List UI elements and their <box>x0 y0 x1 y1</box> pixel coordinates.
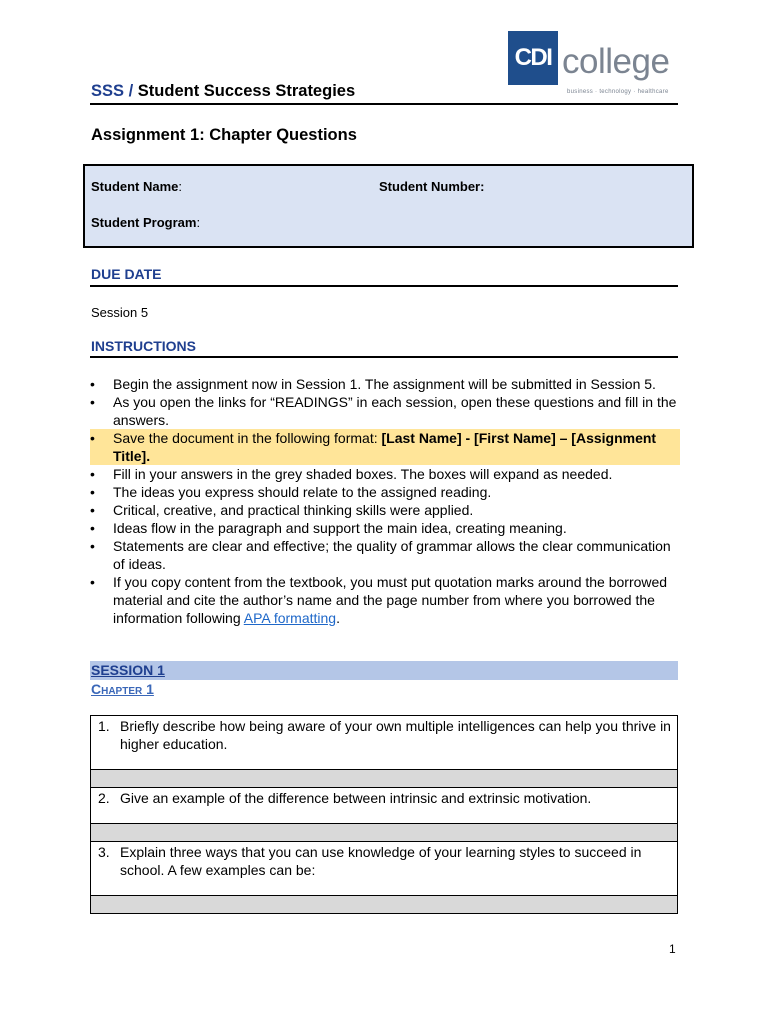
list-item <box>90 537 680 573</box>
list-item <box>90 375 680 393</box>
bullet-icon: • <box>90 430 95 446</box>
instructions-list <box>90 375 680 627</box>
student-program-label: Student Program <box>91 215 197 230</box>
list-item <box>90 519 680 537</box>
logo-mark: CDI <box>508 31 558 85</box>
chapter-heading: Chapter 1 <box>91 681 154 697</box>
list-item-highlighted <box>90 429 680 465</box>
bullet-icon: • <box>90 520 95 536</box>
question-text: Briefly describe how being aware of your own multiple intelligences can help you thrive in higher education. <box>120 718 671 752</box>
student-info-box <box>83 164 694 248</box>
bullet-icon: • <box>90 394 95 410</box>
instructions-divider <box>90 356 678 358</box>
question-number: 3. <box>98 844 110 860</box>
student-number-field[interactable] <box>379 179 484 194</box>
bullet-icon: • <box>90 376 95 392</box>
question-cell <box>91 842 678 896</box>
session-heading: SESSION 1 <box>91 662 165 678</box>
student-number-label: Student Number: <box>379 179 485 194</box>
bullet-icon: • <box>90 574 95 590</box>
list-item <box>90 393 680 429</box>
list-item <box>90 465 680 483</box>
student-program-colon: : <box>196 215 201 230</box>
instruction-text: Fill in your answers in the grey shaded boxes. The boxes will expand as needed. <box>113 466 613 482</box>
question-text: Give an example of the difference between intrinsic and extrinsic motivation. <box>120 790 592 806</box>
due-date-heading: DUE DATE <box>91 266 162 282</box>
format-suffix: . <box>146 448 151 464</box>
format-prefix: Save the document in the following format: <box>113 430 382 446</box>
due-date-divider <box>90 285 678 287</box>
answer-box[interactable] <box>91 770 678 788</box>
instruction-text: Critical, creative, and practical thinking skills were applied. <box>113 502 474 518</box>
question-text: Explain three ways that you can use knowledge of your learning styles to succeed in school. A few examples can be: <box>120 844 642 878</box>
bullet-icon: • <box>90 502 95 518</box>
page-number: 1 <box>669 942 676 956</box>
course-name: Student Success Strategies <box>137 82 356 100</box>
bullet-icon: • <box>90 466 95 482</box>
assignment-title: Assignment 1: Chapter Questions <box>91 126 357 144</box>
session-bar <box>90 661 678 680</box>
instruction-text: Statements are clear and effective; the quality of grammar allows the clear communication of ideas. <box>113 538 671 572</box>
bullet-icon: • <box>90 538 95 554</box>
question-number: 2. <box>98 790 110 806</box>
logo-tagline: business · technology · healthcare <box>567 89 669 95</box>
list-item <box>90 501 680 519</box>
student-name-label: Student Name <box>91 179 179 194</box>
list-item <box>90 573 680 627</box>
apa-formatting-link[interactable]: APA formatting <box>243 610 337 626</box>
question-cell <box>91 788 678 824</box>
format-pattern: [Last Name] - [First Name] – [Assignment Title] <box>113 430 657 464</box>
copy-text: If you copy content from the textbook, you must put quotation marks around the borrowed material and cite the author’s name and the page number from where you borrowed the information following <box>113 574 668 626</box>
instruction-text: Ideas flow in the paragraph and support the main idea, creating meaning. <box>113 520 567 536</box>
student-name-field[interactable] <box>91 179 182 194</box>
instruction-text: As you open the links for “READINGS” in each session, open these questions and fill in the answers. <box>113 394 677 428</box>
due-date-value: Session 5 <box>91 305 149 320</box>
copy-end: . <box>336 610 340 626</box>
bullet-icon: • <box>90 484 95 500</box>
logo-wordmark: college <box>562 42 670 81</box>
header-divider <box>90 103 678 105</box>
course-code: SSS <box>91 82 125 100</box>
student-program-field[interactable] <box>91 215 200 230</box>
answer-box[interactable] <box>91 824 678 842</box>
questions-table <box>90 715 678 914</box>
list-item <box>90 483 680 501</box>
student-name-colon: : <box>178 179 183 194</box>
instructions-heading: INSTRUCTIONS <box>91 338 196 354</box>
question-number: 1. <box>98 718 110 734</box>
instruction-text: Begin the assignment now in Session 1. The assignment will be submitted in Session 5. <box>113 376 656 392</box>
document-header <box>91 82 355 101</box>
answer-box[interactable] <box>91 896 678 914</box>
header-separator: / <box>124 82 138 100</box>
instruction-text: The ideas you express should relate to the assigned reading. <box>113 484 492 500</box>
question-cell <box>91 716 678 770</box>
